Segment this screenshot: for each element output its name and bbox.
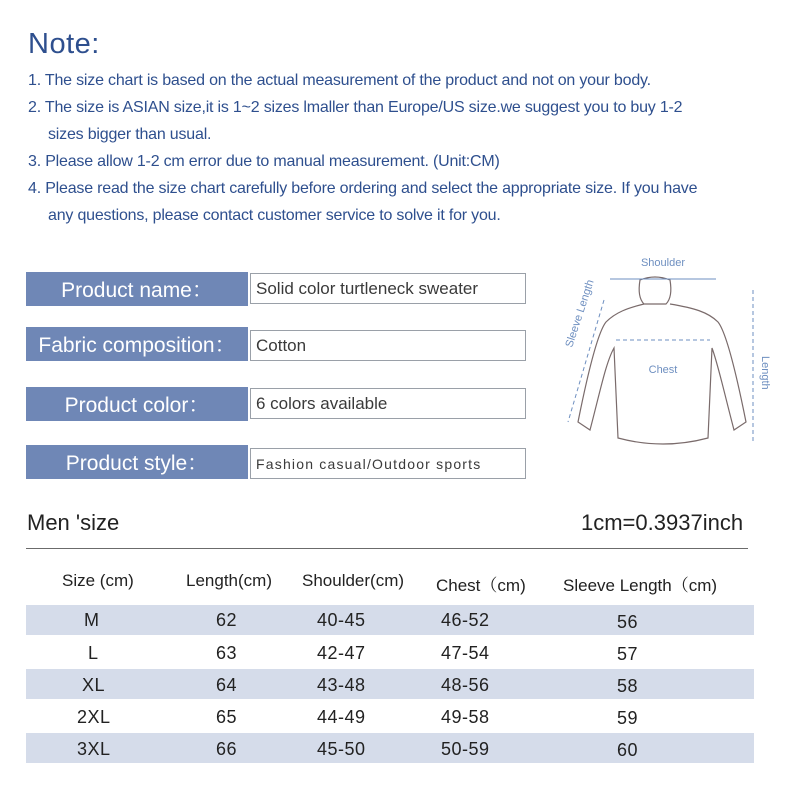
unit-conversion: 1cm=0.3937inch bbox=[581, 510, 744, 535]
product-style-value: Fashion casual/Outdoor sports bbox=[250, 448, 526, 479]
cell-shoulder: 40-45 bbox=[317, 610, 366, 630]
note-line-4: 4. Please read the size chart carefully before ordering and select the appropriate size. If you have bbox=[28, 180, 698, 197]
cell-chest: 46-52 bbox=[441, 610, 490, 630]
fabric-composition-label: Fabric composition： bbox=[26, 327, 248, 361]
cell-size: XL bbox=[82, 675, 106, 695]
header-size: Size (cm) bbox=[62, 571, 134, 590]
sweater-outline bbox=[548, 252, 778, 462]
cell-length: 63 bbox=[216, 643, 238, 663]
cell-shoulder: 43-48 bbox=[317, 675, 366, 695]
cell-length: 65 bbox=[216, 707, 238, 727]
note-line-1: 1. The size chart is based on the actual measurement of the product and not on your body. bbox=[28, 72, 651, 89]
header-chest: Chest（cm) bbox=[436, 576, 526, 595]
header-sleeve-length: Sleeve Length（cm) bbox=[563, 576, 718, 595]
cell-shoulder: 42-47 bbox=[317, 643, 366, 663]
product-name-value: Solid color turtleneck sweater bbox=[250, 273, 526, 304]
cell-length: 64 bbox=[216, 675, 238, 695]
header-length: Length(cm) bbox=[186, 571, 272, 590]
cell-chest: 50-59 bbox=[441, 739, 490, 759]
note-title: Note: bbox=[28, 28, 100, 60]
cell-shoulder: 45-50 bbox=[317, 739, 366, 759]
cell-chest: 49-58 bbox=[441, 707, 490, 727]
note-line-2: 2. The size is ASIAN size,it is 1~2 sizes lmaller than Europe/US size.we suggest you to buy 1-2 bbox=[28, 99, 683, 116]
fabric-composition-value: Cotton bbox=[250, 330, 526, 361]
header-shoulder: Shoulder(cm) bbox=[302, 571, 405, 590]
table-row bbox=[26, 669, 754, 699]
note-line-3: 3. Please allow 1-2 cm error due to manual measurement. (Unit:CM) bbox=[28, 153, 500, 170]
length-label: Length bbox=[759, 356, 771, 390]
table-row bbox=[26, 605, 754, 635]
cell-shoulder: 44-49 bbox=[317, 707, 366, 727]
shoulder-label: Shoulder bbox=[640, 257, 686, 269]
table-row bbox=[26, 701, 754, 731]
note-line-4-cont: any questions, please contact customer service to solve it for you. bbox=[48, 207, 501, 224]
cell-sleeve: 57 bbox=[617, 644, 639, 664]
section-divider bbox=[26, 548, 748, 549]
product-color-value: 6 colors available bbox=[250, 388, 526, 419]
cell-chest: 47-54 bbox=[441, 643, 490, 663]
cell-sleeve: 56 bbox=[617, 612, 639, 632]
sleeve-length-label: Sleeve Length bbox=[563, 278, 597, 349]
product-style-label: Product style： bbox=[26, 445, 248, 479]
cell-chest: 48-56 bbox=[441, 675, 490, 695]
note-line-2-cont: sizes bigger than usual. bbox=[48, 126, 212, 143]
cell-sleeve: 60 bbox=[617, 740, 639, 760]
table-row bbox=[26, 637, 754, 667]
product-color-label: Product color： bbox=[26, 387, 248, 421]
chest-label: Chest bbox=[648, 364, 678, 376]
table-row bbox=[26, 733, 754, 763]
cell-size: M bbox=[84, 610, 100, 630]
cell-length: 62 bbox=[216, 610, 238, 630]
product-name-label: Product name： bbox=[26, 272, 248, 306]
cell-size: 3XL bbox=[77, 739, 111, 759]
cell-sleeve: 59 bbox=[617, 708, 639, 728]
cell-sleeve: 58 bbox=[617, 676, 639, 696]
cell-size: 2XL bbox=[77, 707, 111, 727]
cell-size: L bbox=[88, 643, 99, 663]
garment-diagram bbox=[548, 252, 778, 467]
men-size-title: Men 'size bbox=[27, 510, 120, 535]
cell-length: 66 bbox=[216, 739, 238, 759]
